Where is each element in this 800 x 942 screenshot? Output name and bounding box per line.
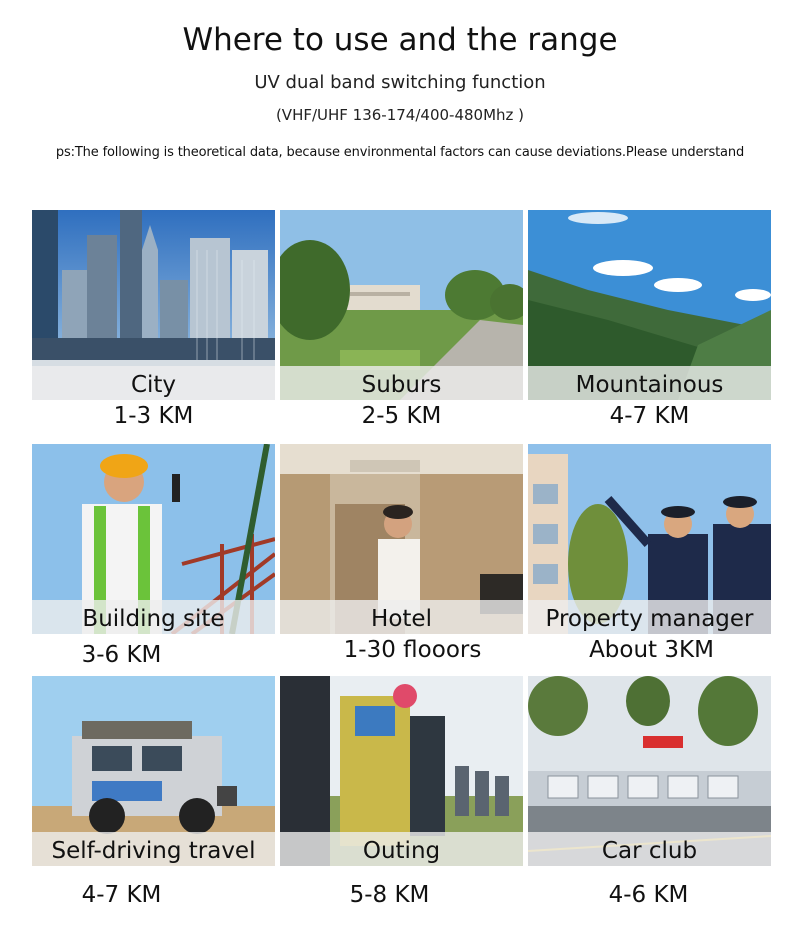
- tile-city: [32, 210, 275, 400]
- tile-building-site: [32, 444, 275, 634]
- frequency-band: (VHF/UHF 136-174/400-480Mhz ): [275, 106, 525, 124]
- tile-label: Self-driving travel: [51, 838, 256, 864]
- tile-label: Outing: [362, 838, 441, 864]
- tile-label: Suburs: [361, 372, 442, 398]
- tile-range: 4-7 KM: [81, 882, 162, 908]
- tile-label: Mountainous: [575, 372, 724, 398]
- tile-outing: [280, 676, 523, 866]
- tile-suburbs: [280, 210, 523, 400]
- disclaimer-note: ps:The following is theoretical data, because environmental factors can cause deviations.Please understand: [55, 145, 745, 160]
- tile-mountainous: [528, 210, 771, 400]
- page-title: Where to use and the range: [182, 22, 618, 58]
- tile-range: 4-7 KM: [609, 403, 690, 429]
- tile-range: 3-6 KM: [81, 642, 162, 668]
- tile-range: About 3KM: [589, 637, 714, 663]
- tile-range: 5-8 KM: [349, 882, 430, 908]
- tile-self-driving-travel: [32, 676, 275, 866]
- tile-range: 1-30 flooors: [343, 637, 482, 663]
- tile-label: Property manager: [545, 606, 754, 632]
- tile-property-manager: [528, 444, 771, 634]
- feature-subtitle: UV dual band switching function: [254, 72, 546, 93]
- tile-label: City: [130, 372, 177, 398]
- tile-range: 4-6 KM: [608, 882, 689, 908]
- tile-label: Car club: [601, 838, 698, 864]
- tile-range: 1-3 KM: [113, 403, 194, 429]
- tile-hotel: [280, 444, 523, 634]
- tile-range: 2-5 KM: [361, 403, 442, 429]
- tile-label: Hotel: [371, 606, 432, 632]
- tile-label: Building site: [82, 606, 225, 632]
- tile-car-club: [528, 676, 771, 866]
